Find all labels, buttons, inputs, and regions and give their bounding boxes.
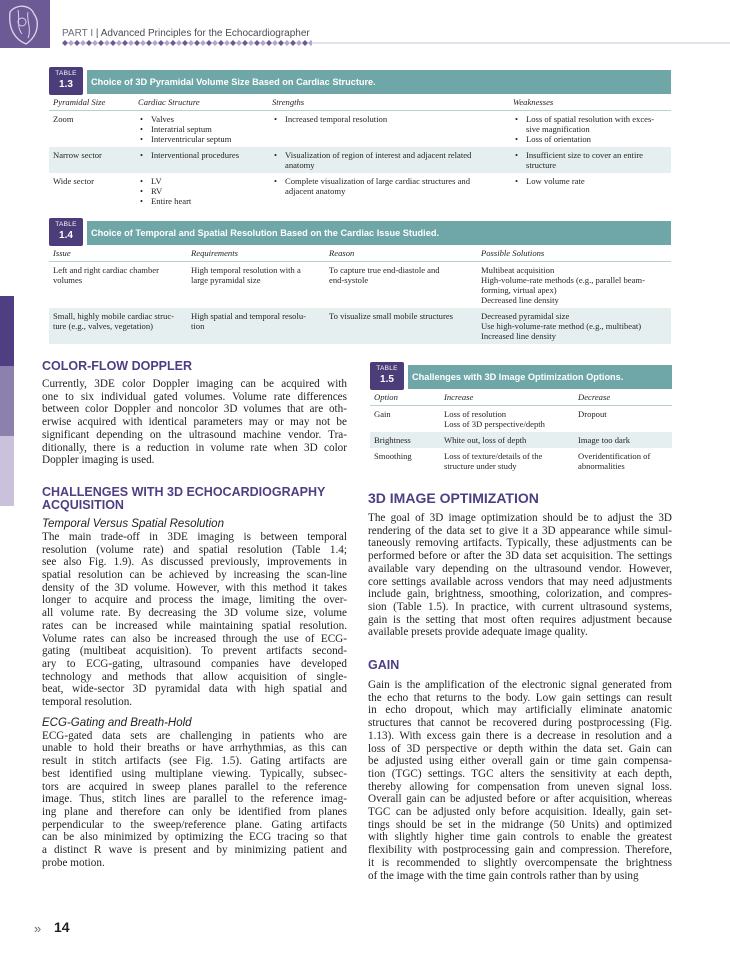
text-line: tion (TGC) settings. TGC alters the sensitivity at each depth,: [368, 767, 672, 780]
column-header: Increase: [440, 389, 574, 406]
pattern-diamond: [134, 40, 140, 46]
text-line: with slightly higher time gain controls to enable the greatest: [368, 831, 672, 844]
text-line: Overall gain can be adjusted before or after acquisition, whereas: [368, 793, 672, 806]
cell-line: end-systole: [329, 275, 369, 285]
table-cell: [49, 308, 187, 344]
bullet-list: [272, 176, 505, 196]
bullet-item: • Increased temporal resolution: [272, 114, 505, 124]
text-line: it is recommended to slightly overcompensate the brightness: [368, 856, 672, 869]
pattern-diamond: [110, 40, 116, 46]
part-label: PART I: [62, 28, 94, 39]
text-line: one to six individual gated volumes. Volume rate differences: [42, 390, 347, 403]
cell-line: Decreased line density: [481, 295, 559, 305]
table-cell: [134, 111, 268, 148]
table-row: [49, 111, 671, 148]
table-cell: [325, 308, 477, 344]
text-line: available vary depending on the ultrasound vendor. However,: [368, 562, 672, 575]
pattern-diamond: [278, 40, 284, 46]
text-line: performed before or after the 3D data set acquisition. The settings: [368, 550, 672, 563]
text-line: flexibility with postprocessing gain and compression. Therefore,: [368, 844, 672, 857]
bullet-item: [272, 150, 505, 170]
text-line: core settings available across vendors that may need adjustments: [368, 575, 672, 588]
table-tag: TABLE 1.5: [370, 362, 404, 390]
pattern-diamond: [98, 40, 104, 46]
column-header: Requirements: [187, 245, 325, 262]
bullet-list: [513, 114, 667, 144]
right-column: [368, 491, 672, 882]
table-cell: [440, 406, 574, 433]
cell-line: Multibeat acquisition: [481, 265, 555, 275]
left-column: [42, 360, 347, 870]
para-color-flow: [42, 378, 347, 467]
pattern-diamond: [236, 40, 242, 46]
side-tab-3: [0, 436, 14, 506]
heading-gain: GAIN: [368, 658, 400, 673]
cell-line: Left and right cardiac chamber: [53, 265, 159, 275]
column-header: Weaknesses: [509, 94, 671, 111]
pattern-diamond: [206, 40, 212, 46]
table-cell: [574, 448, 672, 474]
column-header: Option: [370, 389, 440, 406]
table-cell: Zoom: [53, 114, 74, 124]
table-cell: [187, 262, 325, 309]
pattern-diamond: [242, 40, 248, 46]
table-1-4: [49, 221, 671, 344]
table-cell: Brightness: [370, 432, 440, 448]
table-cell: [49, 262, 187, 309]
footer-chevron-icon: »: [34, 921, 42, 936]
column-header: Cardiac Structure: [134, 94, 268, 111]
pattern-diamond: [116, 40, 122, 46]
pattern-diamond: [296, 40, 302, 46]
bullet-list: [513, 150, 667, 170]
table-cell: Gain: [374, 409, 391, 419]
pattern-diamond: [182, 40, 188, 46]
table-row: [370, 432, 672, 448]
bullet-item: [513, 176, 667, 186]
table-row: [370, 406, 672, 433]
pattern-diamond: [272, 40, 278, 46]
text-line: The goal of 3D image optimization should be to adjust the 3D: [368, 512, 672, 524]
pattern-diamond: [80, 40, 86, 46]
table-cell: Smoothing: [374, 451, 412, 461]
table-cell: [574, 432, 672, 448]
table-cell: [509, 111, 671, 148]
cell-line: Use high-volume-rate method (e.g., multibeat): [481, 321, 642, 331]
pattern-diamond: [194, 40, 200, 46]
column-header: Possible Solutions: [477, 245, 671, 262]
table-cell: [509, 173, 671, 209]
cell-line: White out, loss of depth: [444, 435, 527, 445]
bullet-line: • Loss of spatial resolution with exces-: [526, 114, 655, 124]
cell-line: High temporal resolution with a: [191, 265, 301, 275]
table-cell: [477, 308, 671, 344]
header-rule: [312, 42, 730, 44]
cell-line: To capture true end-diastole and: [329, 265, 440, 275]
cell-line: ture (e.g., valves, vegetation): [53, 321, 153, 331]
cell-line: structure under study: [444, 461, 517, 471]
text-line: probe motion.: [42, 856, 105, 869]
table-row: [49, 308, 671, 344]
text-line: unable to hold their breaths or have arrhythmias, as this can: [42, 742, 347, 755]
pattern-diamond: [212, 40, 218, 46]
table-cell: [440, 432, 574, 448]
text-line: ing plane and therefore can only be identified from planes: [42, 805, 347, 818]
table-cell: [477, 262, 671, 309]
bullet-item: • Interventional procedures: [138, 150, 264, 160]
text-line: include gain, brightness, smoothing, colorization, and compres-: [368, 588, 672, 601]
pattern-diamond: [74, 40, 80, 46]
para-3d-optimization: [368, 512, 672, 639]
para-temporal-spatial: [42, 531, 347, 709]
text-line: can be also minimized by optimizing the ECG tracing so that: [42, 831, 347, 844]
cell-line: volumes: [53, 275, 83, 285]
cell-line: Overidentification of: [578, 451, 651, 461]
table-row: [49, 147, 671, 173]
pattern-diamond: [290, 40, 296, 46]
bullet-item: • Entire heart: [138, 196, 264, 206]
cell-line: forming, virtual apex): [481, 285, 557, 295]
text-line: gating (multibeat acquisition). To prevent artifacts second-: [42, 645, 347, 658]
cell-line: High-volume-rate methods (e.g., parallel beam-: [481, 275, 645, 285]
cell-line: Loss of resolution: [444, 409, 507, 419]
cell-line: Loss of 3D perspective/depth: [444, 419, 545, 429]
pattern-diamond: [68, 40, 74, 46]
table-title: Choice of 3D Pyramidal Volume Size Based on Cardiac Structure.: [87, 70, 671, 94]
pattern-diamond: [200, 40, 206, 46]
text-line: significant depending on the ultrasound machine vendor. Tra-: [42, 428, 347, 441]
pattern-diamond: [266, 40, 272, 46]
table-row: [370, 448, 672, 474]
table-header-bar: [49, 221, 671, 245]
bullet-list: [138, 176, 264, 206]
cell-line: Small, highly mobile cardiac struc-: [53, 311, 174, 321]
bullet-item: [272, 176, 505, 196]
table-cell: Narrow sector: [49, 147, 134, 173]
text-line: image. Thus, stitch lines are parallel to the reference imag-: [42, 793, 347, 806]
bullet-line: sive magnification: [526, 124, 590, 134]
cell-line: Image too dark: [578, 435, 631, 445]
table-tag: TABLE 1.3: [49, 67, 83, 95]
table-cell: [509, 147, 671, 173]
bullet-item: [513, 134, 667, 144]
bullet-line: • Complete visualization of large cardiac structures and: [285, 176, 471, 186]
pattern-diamond: [260, 40, 266, 46]
bullet-line: adjacent anatomy: [285, 186, 346, 196]
bullet-item: [513, 150, 667, 170]
text-line: rates can be increased while maintaining spatial resolution.: [42, 619, 347, 632]
pattern-diamond: [158, 40, 164, 46]
heading-color-flow-doppler: COLOR-FLOW DOPPLER: [42, 359, 192, 373]
text-line: result in stitch artifacts (see Fig. 1.5). Gating artifacts are: [42, 755, 347, 768]
table-tag: TABLE 1.4: [49, 218, 83, 246]
text-line: gain is the setting that most often requires adjustment because: [368, 613, 672, 626]
table-cell: [325, 262, 477, 309]
text-line: TGC can be adjusted only before acquisition. Ideally, gain set-: [368, 806, 672, 819]
text-line: available presets provide adequate image quality.: [368, 626, 588, 639]
cell-line: Dropout: [578, 409, 607, 419]
running-header: [62, 28, 310, 39]
text-line: longer to acquire and process the image, limiting the over-: [42, 594, 347, 607]
bullet-line: structure: [526, 160, 557, 170]
cell-line: large pyramidal size: [191, 275, 261, 285]
pattern-diamond: [254, 40, 260, 46]
text-line: structures that cannot be recovered during postprocessing (Fig.: [368, 717, 672, 730]
pattern-diamond: [176, 40, 182, 46]
text-line: temporal resolution.: [42, 696, 133, 709]
column-header: Reason: [325, 245, 477, 262]
table-cell: Wide sector: [53, 176, 94, 186]
text-line: resolution (volume rate) and spatial resolution (Table 1.4;: [42, 543, 347, 556]
text-line: ECG-gated data sets are challenging in patients who are: [42, 729, 347, 742]
text-line: Currently, 3DE color Doppler imaging can be acquired with: [42, 378, 347, 390]
table-cell: [574, 406, 672, 433]
cell-line: High spatial and temporal resolu-: [191, 311, 307, 321]
subheading-temporal-spatial: Temporal Versus Spatial Resolution: [42, 517, 224, 530]
text-line: erwise acquired with identical parameters may or may not be: [42, 416, 347, 429]
table-1-5: [370, 365, 672, 474]
text-line: tings should be set in the midrange (50 Units) and optimized: [368, 818, 672, 831]
cell-line: tion: [191, 321, 205, 331]
pattern-diamond: [170, 40, 176, 46]
pattern-diamond: [104, 40, 110, 46]
text-line: sion (Table 1.5). In practice, with current ultrasound systems,: [368, 600, 672, 613]
table-cell: [134, 173, 268, 209]
text-line: in echo dropout, which may artificially eliminate anatomic: [368, 704, 672, 717]
bullet-list: [272, 114, 505, 124]
cell-line: To visualize small mobile structures: [329, 311, 453, 321]
text-line: all volume rate. By decreasing the 3D volume size, volume: [42, 607, 347, 620]
text-line: beat, wide-sector 3D pyramidal data with high spatial and: [42, 683, 347, 696]
text-line: best identified using multiplane viewing. Typically, subsec-: [42, 767, 347, 780]
bullet-line: anatomy: [285, 160, 315, 170]
cell-line: Loss of texture/details of the: [444, 451, 543, 461]
header-pattern: [62, 40, 312, 46]
text-line: Doppler imaging is used.: [42, 454, 155, 467]
bullet-list: [138, 114, 264, 144]
table-row: [49, 262, 671, 309]
text-line: density of the 3D volume. However, with this method it takes: [42, 581, 347, 594]
text-line: between color Doppler and noncolor 3D volumes that are oth-: [42, 403, 347, 416]
pattern-diamond: [224, 40, 230, 46]
pattern-diamond: [86, 40, 92, 46]
text-line: tors are acquired in sweep planes parallel to the reference: [42, 780, 347, 793]
column-header: Decrease: [574, 389, 672, 406]
part-separator: |: [95, 28, 101, 39]
table-cell: [268, 111, 509, 148]
table-cell: [134, 147, 268, 173]
table-title: Choice of Temporal and Spatial Resolution Based on the Cardiac Issue Studied.: [87, 221, 671, 245]
text-line: spatial resolution can be achieved by increasing the scan-line: [42, 569, 347, 582]
text-line: a distinct R wave is present and by minimizing patient and: [42, 844, 347, 857]
pattern-diamond: [140, 40, 146, 46]
pattern-diamond: [302, 40, 308, 46]
bullet-item: • Valves: [138, 114, 264, 124]
pattern-diamond: [230, 40, 236, 46]
pattern-diamond: [62, 40, 68, 46]
table-header-row: [49, 94, 671, 111]
text-line: The main trade-off in 3DE imaging is between temporal: [42, 530, 347, 543]
pattern-diamond: [152, 40, 158, 46]
pattern-diamond: [188, 40, 194, 46]
table-title: Challenges with 3D Image Optimization Options.: [408, 365, 672, 389]
bullet-item: • Interventricular septum: [138, 134, 264, 144]
text-line: of the image with the time gain controls rather than by using: [368, 869, 639, 882]
text-line: 1.13). With excess gain there is a decrease in resolution and a: [368, 729, 672, 742]
cell-line: Decreased pyramidal size: [481, 311, 570, 321]
table-1-3: [49, 70, 671, 209]
text-line: ditionally, there is a reduction in volume rate when 3D color: [42, 441, 347, 454]
pattern-diamond: [146, 40, 152, 46]
pattern-diamond: [92, 40, 98, 46]
side-tab-2: [0, 366, 14, 436]
table-header-row: [49, 245, 671, 262]
table-header-bar: [49, 70, 671, 94]
subheading-ecg-gating: ECG-Gating and Breath-Hold: [42, 716, 192, 729]
table-cell: [268, 173, 509, 209]
text-line: the echo that returns to the body. Low gain settings can result: [368, 691, 672, 704]
column-header: Issue: [49, 245, 187, 262]
bullet-item: • LV: [138, 176, 264, 186]
bullet-list: [138, 150, 264, 160]
bullet-item: • RV: [138, 186, 264, 196]
text-line: be adjusted using either overall gain or time gain compensa-: [368, 755, 672, 768]
text-line: Volume rates can also be increased through the use of ECG-: [42, 632, 347, 645]
pattern-diamond: [284, 40, 290, 46]
pattern-diamond: [122, 40, 128, 46]
text-line: ary to ECG-gating, ultrasound companies have developed: [42, 657, 347, 670]
heart-logo-icon: [0, 0, 50, 48]
heading-challenges: CHALLENGES WITH 3D ECHOCARDIOGRAPHY ACQUISITION: [42, 484, 326, 512]
table-cell: [268, 147, 509, 173]
bullet-item: [513, 114, 667, 134]
bullet-item: • Interatrial septum: [138, 124, 264, 134]
pattern-diamond: [218, 40, 224, 46]
cell-line: Increased line density: [481, 331, 556, 341]
text-line: Gain is the amplification of the electronic signal generated from: [368, 679, 672, 692]
bullet-line: • Insufficient size to cover an entire: [526, 150, 644, 160]
table-cell: [440, 448, 574, 474]
column-header: Strengths: [268, 94, 509, 111]
side-tab-1: [0, 296, 14, 366]
column-header: Pyramidal Size: [49, 94, 134, 111]
pattern-diamond: [128, 40, 134, 46]
text-line: thereby allowing for compensation from uneven signal loss.: [368, 780, 672, 793]
para-ecg-gating: [42, 730, 347, 870]
text-line: see also Fig. 1.9). As discussed previously, improvements in: [42, 556, 347, 569]
table-header-row: [370, 389, 672, 406]
pattern-diamond: [164, 40, 170, 46]
bullet-line: • Low volume rate: [526, 176, 585, 186]
part-title: Advanced Principles for the Echocardiographer: [100, 28, 310, 39]
bullet-list: [513, 176, 667, 186]
text-line: taneously removing artifacts. Typically, these adjustments can be: [368, 537, 672, 550]
bullet-line: • Loss of orientation: [526, 134, 591, 144]
heading-3d-image-optimization: 3D IMAGE OPTIMIZATION: [368, 490, 539, 506]
page-number: 14: [54, 919, 70, 935]
table-header-bar: [370, 365, 672, 389]
text-line: technology and methods that allow acquisition of single-: [42, 670, 347, 683]
text-line: loss of 3D perspective or depth within the data set. Gain can: [368, 742, 672, 755]
cell-line: abnormalities: [578, 461, 625, 471]
pattern-diamond: [248, 40, 254, 46]
text-line: perpendicular to the sweep/reference plane. Gating artifacts: [42, 818, 347, 831]
bullet-list: [272, 150, 505, 170]
table-row: [49, 173, 671, 209]
para-gain: [368, 679, 672, 882]
text-line: rendering of the data set to give it a 3D appearance while simul-: [368, 524, 672, 537]
table-cell: [187, 308, 325, 344]
bullet-line: • Visualization of region of interest and adjacent related: [285, 150, 472, 160]
